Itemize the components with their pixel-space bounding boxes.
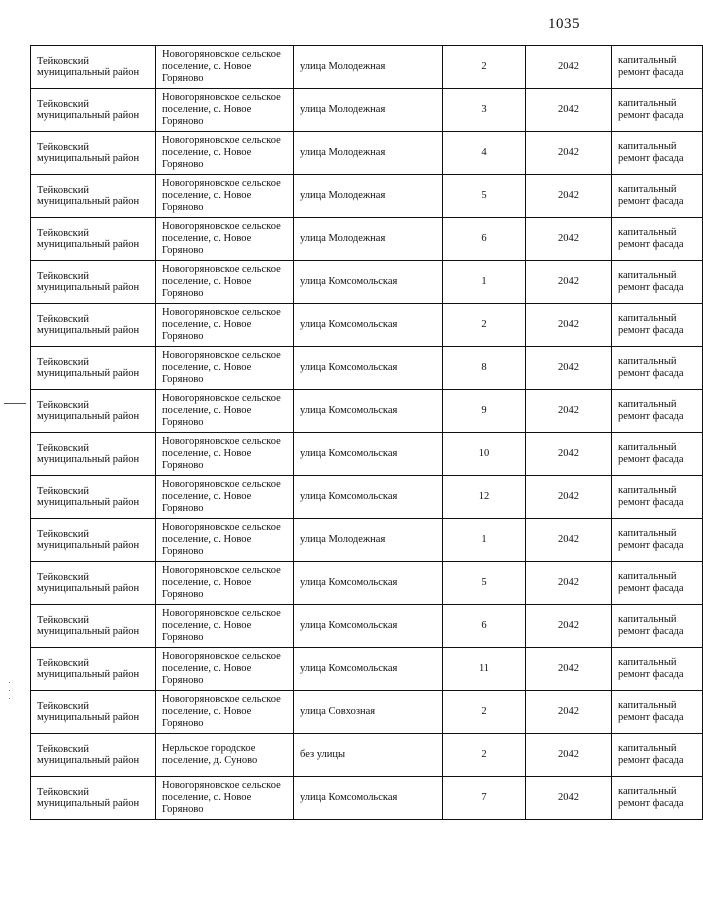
table-row <box>31 390 703 433</box>
cell-house-number: 6 <box>443 605 526 648</box>
cell-street: улица Совхозная <box>294 691 443 734</box>
cell-house-number: 9 <box>443 390 526 433</box>
table-row <box>31 218 703 261</box>
cell-house-number: 4 <box>443 132 526 175</box>
cell-district: Тейковский муниципальный район <box>31 476 156 519</box>
cell-house-number: 8 <box>443 347 526 390</box>
cell-year: 2042 <box>526 89 612 132</box>
table-row <box>31 519 703 562</box>
table-row <box>31 89 703 132</box>
cell-settlement: Новогоряновское сельское поселение, с. Новое Горяново <box>156 476 294 519</box>
cell-settlement: Новогоряновское сельское поселение, с. Новое Горяново <box>156 562 294 605</box>
cell-year: 2042 <box>526 605 612 648</box>
cell-year: 2042 <box>526 734 612 777</box>
cell-house-number: 10 <box>443 433 526 476</box>
cell-district: Тейковский муниципальный район <box>31 777 156 820</box>
cell-district: Тейковский муниципальный район <box>31 89 156 132</box>
cell-street: улица Молодежная <box>294 519 443 562</box>
cell-house-number: 7 <box>443 777 526 820</box>
cell-house-number: 1 <box>443 519 526 562</box>
cell-work-type: капитальный ремонт фасада <box>612 648 703 691</box>
cell-district: Тейковский муниципальный район <box>31 390 156 433</box>
cell-street: улица Комсомольская <box>294 605 443 648</box>
table-row <box>31 304 703 347</box>
cell-work-type: капитальный ремонт фасада <box>612 519 703 562</box>
cell-settlement: Новогоряновское сельское поселение, с. Новое Горяново <box>156 433 294 476</box>
cell-year: 2042 <box>526 390 612 433</box>
table-row <box>31 562 703 605</box>
cell-street: улица Комсомольская <box>294 433 443 476</box>
cell-settlement: Новогоряновское сельское поселение, с. Новое Горяново <box>156 261 294 304</box>
cell-settlement: Новогоряновское сельское поселение, с. Новое Горяново <box>156 347 294 390</box>
cell-year: 2042 <box>526 175 612 218</box>
table-row <box>31 734 703 777</box>
cell-work-type: капитальный ремонт фасада <box>612 89 703 132</box>
cell-street: улица Комсомольская <box>294 648 443 691</box>
cell-work-type: капитальный ремонт фасада <box>612 175 703 218</box>
cell-district: Тейковский муниципальный район <box>31 218 156 261</box>
cell-settlement: Нерльское городское поселение, д. Суново <box>156 734 294 777</box>
cell-year: 2042 <box>526 218 612 261</box>
cell-work-type: капитальный ремонт фасада <box>612 218 703 261</box>
cell-house-number: 2 <box>443 734 526 777</box>
table-row <box>31 777 703 820</box>
cell-work-type: капитальный ремонт фасада <box>612 734 703 777</box>
cell-settlement: Новогоряновское сельское поселение, с. Новое Горяново <box>156 519 294 562</box>
table-row <box>31 605 703 648</box>
cell-settlement: Новогоряновское сельское поселение, с. Новое Горяново <box>156 46 294 89</box>
cell-work-type: капитальный ремонт фасада <box>612 132 703 175</box>
cell-year: 2042 <box>526 433 612 476</box>
cell-house-number: 11 <box>443 648 526 691</box>
table-row <box>31 648 703 691</box>
table-row <box>31 132 703 175</box>
cell-district: Тейковский муниципальный район <box>31 691 156 734</box>
cell-district: Тейковский муниципальный район <box>31 132 156 175</box>
cell-district: Тейковский муниципальный район <box>31 261 156 304</box>
cell-settlement: Новогоряновское сельское поселение, с. Новое Горяново <box>156 175 294 218</box>
cell-house-number: 12 <box>443 476 526 519</box>
cell-street: улица Молодежная <box>294 132 443 175</box>
cell-district: Тейковский муниципальный район <box>31 562 156 605</box>
cell-work-type: капитальный ремонт фасада <box>612 347 703 390</box>
cell-district: Тейковский муниципальный район <box>31 433 156 476</box>
cell-work-type: капитальный ремонт фасада <box>612 433 703 476</box>
cell-settlement: Новогоряновское сельское поселение, с. Новое Горяново <box>156 89 294 132</box>
table-row <box>31 46 703 89</box>
cell-street: улица Комсомольская <box>294 304 443 347</box>
cell-year: 2042 <box>526 691 612 734</box>
cell-house-number: 5 <box>443 175 526 218</box>
cell-district: Тейковский муниципальный район <box>31 734 156 777</box>
cell-district: Тейковский муниципальный район <box>31 519 156 562</box>
table-row <box>31 175 703 218</box>
cell-street: улица Комсомольская <box>294 476 443 519</box>
cell-district: Тейковский муниципальный район <box>31 605 156 648</box>
cell-settlement: Новогоряновское сельское поселение, с. Новое Горяново <box>156 605 294 648</box>
table-row <box>31 691 703 734</box>
cell-year: 2042 <box>526 46 612 89</box>
cell-house-number: 2 <box>443 691 526 734</box>
cell-work-type: капитальный ремонт фасада <box>612 46 703 89</box>
cell-work-type: капитальный ремонт фасада <box>612 304 703 347</box>
table-body <box>31 46 703 820</box>
cell-year: 2042 <box>526 304 612 347</box>
cell-house-number: 3 <box>443 89 526 132</box>
cell-work-type: капитальный ремонт фасада <box>612 562 703 605</box>
cell-house-number: 2 <box>443 46 526 89</box>
cell-settlement: Новогоряновское сельское поселение, с. Новое Горяново <box>156 691 294 734</box>
cell-settlement: Новогоряновское сельское поселение, с. Новое Горяново <box>156 218 294 261</box>
cell-work-type: капитальный ремонт фасада <box>612 777 703 820</box>
cell-year: 2042 <box>526 347 612 390</box>
cell-street: улица Комсомольская <box>294 562 443 605</box>
cell-year: 2042 <box>526 648 612 691</box>
scan-speck <box>9 690 10 691</box>
table-row <box>31 433 703 476</box>
scan-speck <box>9 698 10 699</box>
cell-district: Тейковский муниципальный район <box>31 304 156 347</box>
cell-house-number: 2 <box>443 304 526 347</box>
scan-speck <box>9 682 10 683</box>
cell-year: 2042 <box>526 132 612 175</box>
cell-street: улица Молодежная <box>294 46 443 89</box>
cell-street: улица Молодежная <box>294 218 443 261</box>
margin-mark <box>4 403 26 404</box>
cell-street: улица Комсомольская <box>294 261 443 304</box>
cell-street: улица Комсомольская <box>294 777 443 820</box>
cell-settlement: Новогоряновское сельское поселение, с. Новое Горяново <box>156 390 294 433</box>
table-row <box>31 347 703 390</box>
cell-street: улица Комсомольская <box>294 347 443 390</box>
cell-street: улица Молодежная <box>294 175 443 218</box>
cell-settlement: Новогоряновское сельское поселение, с. Новое Горяново <box>156 304 294 347</box>
cell-settlement: Новогоряновское сельское поселение, с. Новое Горяново <box>156 132 294 175</box>
table-row <box>31 261 703 304</box>
cell-house-number: 1 <box>443 261 526 304</box>
cell-street: улица Молодежная <box>294 89 443 132</box>
page-number: 1035 <box>548 16 580 32</box>
cell-settlement: Новогоряновское сельское поселение, с. Новое Горяново <box>156 777 294 820</box>
housing-repair-table <box>30 45 703 820</box>
cell-work-type: капитальный ремонт фасада <box>612 605 703 648</box>
cell-street: без улицы <box>294 734 443 777</box>
cell-house-number: 5 <box>443 562 526 605</box>
cell-district: Тейковский муниципальный район <box>31 648 156 691</box>
cell-work-type: капитальный ремонт фасада <box>612 390 703 433</box>
cell-district: Тейковский муниципальный район <box>31 347 156 390</box>
cell-year: 2042 <box>526 777 612 820</box>
cell-work-type: капитальный ремонт фасада <box>612 261 703 304</box>
cell-work-type: капитальный ремонт фасада <box>612 691 703 734</box>
cell-work-type: капитальный ремонт фасада <box>612 476 703 519</box>
cell-district: Тейковский муниципальный район <box>31 175 156 218</box>
cell-year: 2042 <box>526 261 612 304</box>
cell-year: 2042 <box>526 476 612 519</box>
cell-settlement: Новогоряновское сельское поселение, с. Новое Горяново <box>156 648 294 691</box>
cell-street: улица Комсомольская <box>294 390 443 433</box>
cell-year: 2042 <box>526 562 612 605</box>
cell-house-number: 6 <box>443 218 526 261</box>
table-row <box>31 476 703 519</box>
cell-year: 2042 <box>526 519 612 562</box>
cell-district: Тейковский муниципальный район <box>31 46 156 89</box>
